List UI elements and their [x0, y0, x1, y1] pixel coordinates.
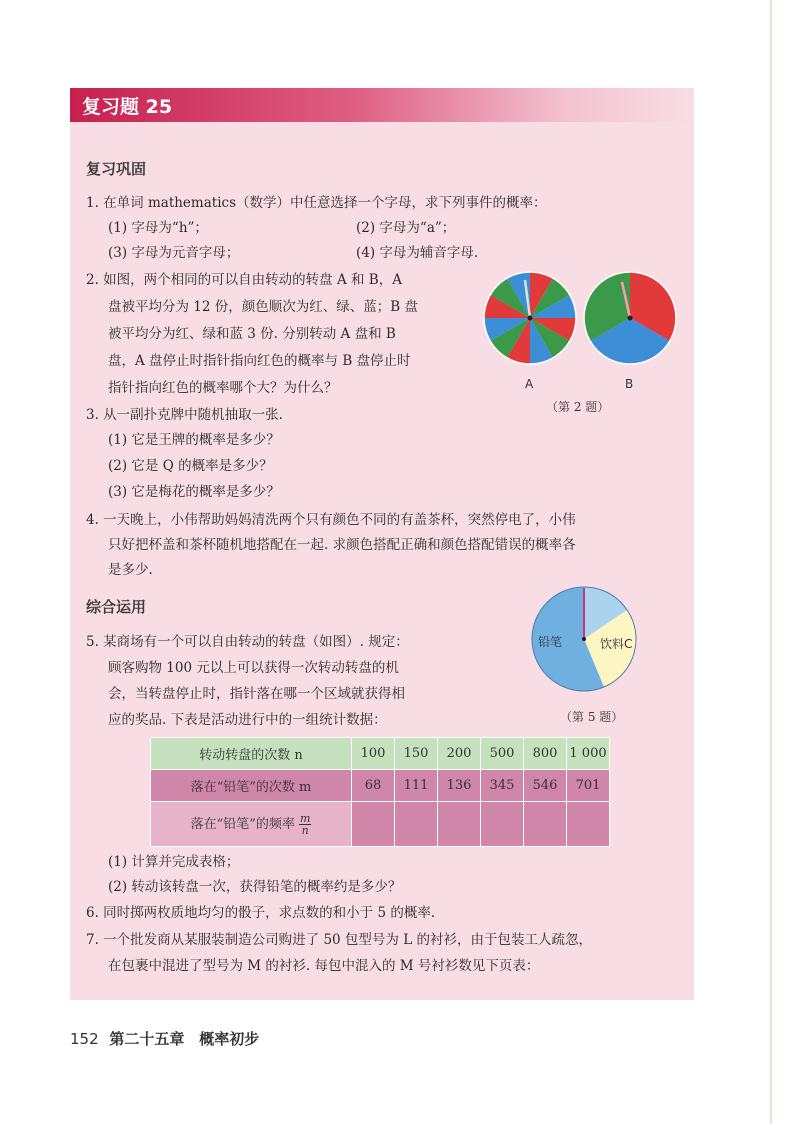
q3-option-3: (3) 它是梅花的概率是多少？ — [108, 484, 280, 500]
section-title-review: 复习巩固 — [86, 160, 147, 178]
q5-caption: （第 5 题） — [560, 710, 624, 724]
q6-text: 6. 同时掷两枚质地均匀的骰子，求点数的和小于 5 的概率. — [86, 905, 436, 921]
q3-option-1: (1) 它是王牌的概率是多少？ — [108, 432, 280, 448]
q1-option-2: (2) 字母为“a”； — [356, 220, 456, 236]
table-row-pencil — [151, 770, 610, 802]
chapter-title: 概率初步 — [199, 1030, 260, 1048]
q5-sub-1: (1) 计算并完成表格； — [108, 854, 240, 870]
q5-statistics-table — [150, 737, 610, 847]
prize-wheel — [524, 584, 664, 704]
table-cell: 701 — [567, 770, 610, 802]
q3-option-2: (2) 它是 Q 的概率是多少？ — [108, 458, 273, 474]
table-row-spins — [151, 738, 610, 770]
chapter-label: 第二十五章 — [109, 1030, 185, 1048]
table-cell-empty — [438, 802, 481, 847]
q7-line-1: 7. 一个批发商从某服装制造公司购进了 50 包型号为 L 的衬衫，由于包装工人疏忽， — [86, 932, 592, 948]
table-cell: 111 — [395, 770, 438, 802]
q5-line-4: 应的奖品. 下表是活动进行中的一组统计数据： — [108, 712, 387, 728]
q4-line-2: 只好把杯盖和茶杯随机地搭配在一起. 求颜色搭配正确和颜色搭配错误的概率各 — [108, 537, 576, 553]
table-cell: 546 — [524, 770, 567, 802]
q5-line-1: 5. 某商场有一个可以自由转动的转盘（如图）. 规定： — [86, 634, 409, 650]
table-cell: 1 000 — [567, 738, 610, 770]
q1-option-4: (4) 字母为辅音字母. — [356, 245, 479, 261]
table-cell: 136 — [438, 770, 481, 802]
q2-line-1: 2. 如图，两个相同的可以自由转动的转盘 A 和 B，A — [86, 272, 402, 288]
q2-line-3: 被平均分为红、绿和蓝 3 份. 分别转动 A 盘和 B — [108, 326, 396, 342]
q5-line-2: 顾客购物 100 元以上可以获得一次转动转盘的机 — [108, 660, 399, 676]
table-cell-empty — [524, 802, 567, 847]
spinner-a — [484, 272, 576, 391]
frequency-label: 落在“铅笔”的频率 — [190, 816, 295, 832]
page-number: 152 — [70, 1030, 99, 1048]
q2-caption: （第 2 题） — [546, 400, 610, 414]
table-cell: 800 — [524, 738, 567, 770]
spinner-a-label: A — [525, 377, 534, 391]
fraction-denominator: n — [301, 823, 309, 837]
q1-option-1: (1) 字母为“h”； — [108, 220, 208, 236]
table-cell-empty — [352, 802, 395, 847]
q2-line-4: 盘，A 盘停止时指针指向红色的概率与 B 盘停止时 — [108, 353, 411, 369]
spinner-b — [584, 272, 676, 391]
page-edge-line — [770, 0, 772, 1124]
q4-line-3: 是多少. — [108, 562, 153, 578]
prize-wheel-label-drink: 饮料C — [600, 637, 633, 651]
table-cell-empty — [395, 802, 438, 847]
q5-line-3: 会，当转盘停止时，指针落在哪一个区域就获得相 — [108, 686, 405, 702]
q2-line-5: 指针指向红色的概率哪个大？为什么？ — [108, 380, 338, 396]
q3-text: 3. 从一副扑克牌中随机抽取一张. — [86, 407, 283, 423]
banner-title: 复习题 25 — [82, 96, 173, 118]
q7-line-2: 在包裹中混进了型号为 M 的衬衫. 每包中混入的 M 号衬衫数见下页表： — [108, 958, 540, 974]
table-header-frequency — [151, 802, 352, 847]
q5-sub-2: (2) 转动该转盘一次，获得铅笔的概率约是多少？ — [108, 879, 402, 895]
table-cell-empty — [567, 802, 610, 847]
table-cell: 200 — [438, 738, 481, 770]
page-footer — [70, 1028, 259, 1049]
fraction-numerator: m — [300, 811, 311, 825]
table-cell: 68 — [352, 770, 395, 802]
table-cell: 100 — [352, 738, 395, 770]
table-row-frequency — [151, 802, 610, 847]
spinner-b-label: B — [625, 377, 634, 391]
q1-option-3: (3) 字母为元音字母； — [108, 245, 240, 261]
table-header-pencil: 落在“铅笔”的次数 m — [151, 770, 352, 802]
prize-wheel-label-pencil: 铅笔 — [538, 635, 563, 649]
section-title-application: 综合运用 — [86, 598, 147, 616]
q2-line-2: 盘被平均分为 12 份，颜色顺次为红、绿、蓝；B 盘 — [108, 299, 418, 315]
q4-line-1: 4. 一天晚上，小伟帮助妈妈清洗两个只有颜色不同的有盖茶杯，突然停电了，小伟 — [86, 512, 576, 528]
q1-text: 1. 在单词 mathematics（数学）中任意选择一个字母，求下列事件的概率： — [86, 195, 547, 211]
spinner-figure-q2 — [478, 266, 688, 396]
table-cell-empty — [481, 802, 524, 847]
frequency-fraction — [299, 813, 311, 836]
table-header-spins: 转动转盘的次数 n — [151, 738, 352, 770]
table-cell: 150 — [395, 738, 438, 770]
table-cell: 345 — [481, 770, 524, 802]
table-cell: 500 — [481, 738, 524, 770]
